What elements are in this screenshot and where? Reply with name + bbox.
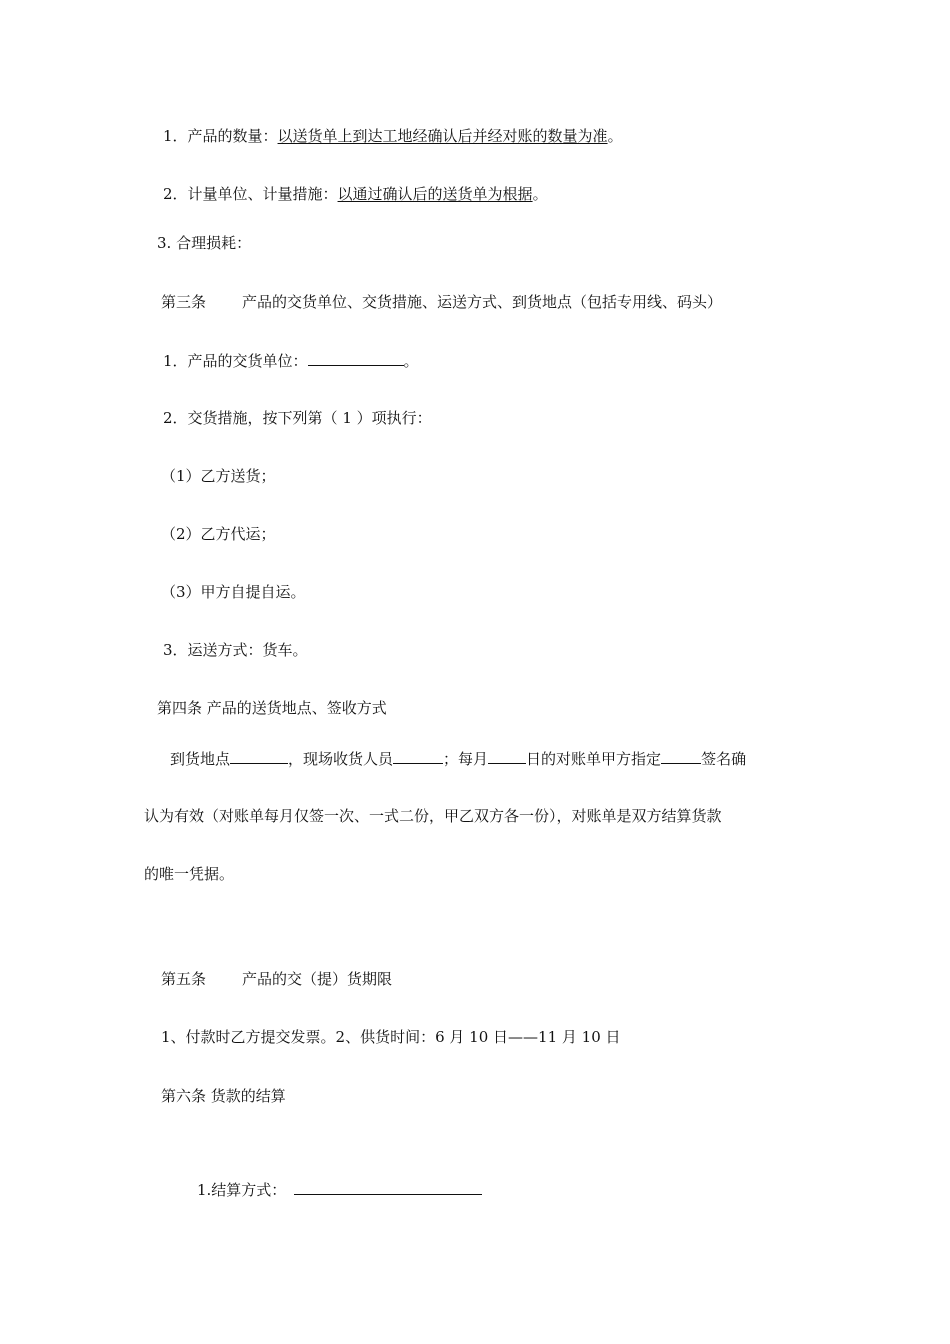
transport-item: 3．运送方式：货车。	[163, 641, 308, 659]
receiver-blank	[393, 748, 443, 764]
clause4-paragraph-line2: 认为有效（对账单每月仅签一次、一式二份，甲乙双方各一份），对账单是双方结算货款	[144, 807, 722, 825]
settlement-method-blank	[294, 1179, 482, 1195]
loss-item: 3. 合理损耗：	[157, 234, 252, 252]
measurement-suffix: 。	[532, 185, 548, 203]
quantity-label: 1．产品的数量：	[163, 127, 278, 145]
delivery-unit-item	[163, 350, 419, 371]
clause5-content: 1、付款时乙方提交发票。2、供货时间：6 月 10 日——11 月 10 日	[161, 1028, 621, 1046]
clause3-title: 产品的交货单位、交货措施、运送方式、到货地点（包括专用线、码头）	[242, 293, 723, 311]
delivery-unit-blank	[308, 350, 404, 366]
arrival-location-blank	[230, 748, 288, 764]
statement-designate-label: 日的对账单甲方指定	[526, 750, 662, 768]
option-2: （2）乙方代运；	[161, 525, 276, 543]
clause5-number: 第五条	[161, 970, 207, 988]
option-1: （1）乙方送货；	[161, 467, 276, 485]
delivery-method-item: 2．交货措施，按下列第（ 1 ）项执行：	[163, 409, 432, 427]
settlement-method-label: 1.结算方式：	[197, 1181, 287, 1199]
measurement-item	[163, 184, 548, 204]
quantity-value: 以送货单上到达工地经确认后并经对账的数量为准	[277, 127, 608, 145]
day-blank	[488, 748, 526, 764]
signer-blank	[661, 748, 701, 764]
clause3-number: 第三条	[161, 293, 207, 311]
settlement-method-item	[197, 1179, 482, 1200]
clause4-paragraph-line3: 的唯一凭据。	[144, 865, 235, 883]
option-3: （3）甲方自提自运。	[161, 583, 306, 601]
delivery-unit-suffix: 。	[403, 352, 419, 370]
clause5-title: 产品的交（提）货期限	[242, 970, 393, 988]
clause4-paragraph-line1	[170, 748, 746, 769]
quantity-item	[163, 126, 623, 146]
clause5-heading	[161, 969, 392, 989]
clause6-heading: 第六条 货款的结算	[161, 1087, 286, 1105]
arrival-location-label: 到货地点	[170, 750, 231, 768]
measurement-label: 2．计量单位、计量措施：	[163, 185, 338, 203]
monthly-label: ；每月	[443, 750, 489, 768]
quantity-suffix: 。	[607, 127, 623, 145]
signature-confirm-label: 签名确	[701, 750, 747, 768]
clause4-heading: 第四条 产品的送货地点、签收方式	[157, 699, 387, 717]
receiver-label: ，现场收货人员	[288, 750, 394, 768]
delivery-unit-label: 1．产品的交货单位：	[163, 352, 308, 370]
clause3-heading	[161, 292, 722, 312]
measurement-value: 以通过确认后的送货单为根据	[337, 185, 533, 203]
